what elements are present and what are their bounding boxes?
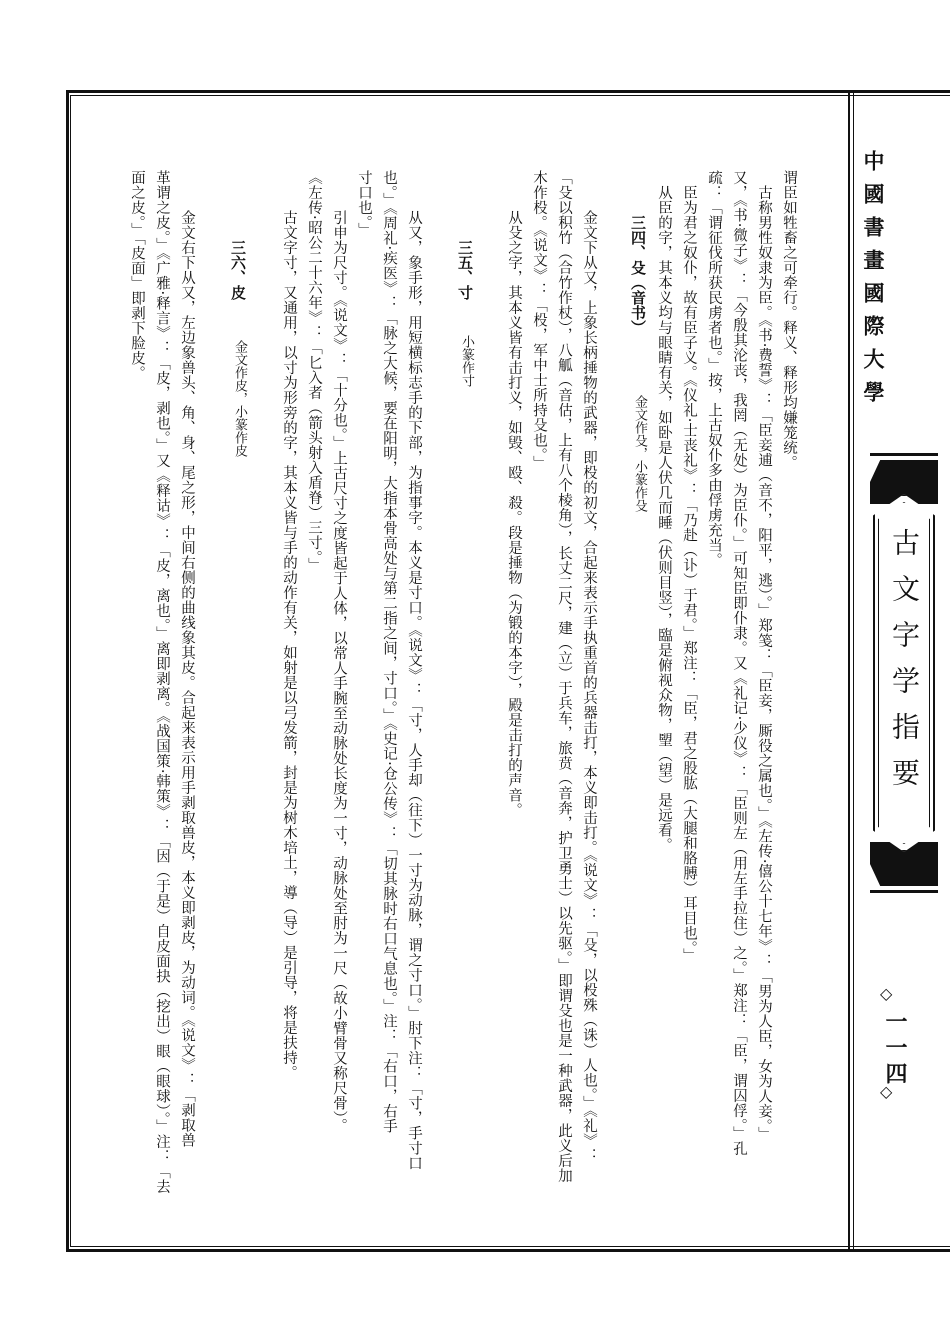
diamond-icon: ◇ bbox=[880, 1082, 893, 1101]
text-column: 疏：「谓征伐所获民虏者也。」按，上古奴仆多由俘虏充当。 bbox=[706, 170, 722, 568]
diamond-icon: ◇ bbox=[880, 984, 893, 1003]
section-heading-34: 三四、殳（音书） bbox=[629, 215, 647, 335]
title-rule-top bbox=[870, 453, 938, 456]
bronze-glyph: 殳 bbox=[632, 434, 647, 447]
caption-text: 金文作 bbox=[632, 395, 647, 434]
text-column: 面之皮。」「皮面」即剥下脸皮。 bbox=[129, 170, 145, 381]
caption-text: ，小篆作 bbox=[232, 392, 247, 444]
book-title: 古文字学指要 bbox=[888, 528, 921, 804]
text-column: 从臣的字，其本义均与眼睛有关，如卧是人伏几而睡（伏则目竖），臨是俯视众物，朢（望）是远看。 bbox=[656, 170, 672, 853]
caption-text: ，小篆作 bbox=[632, 447, 647, 499]
text-column: 古称男性奴隶为臣。《书·费誓》：「臣妾逋（音不，阳平，逃）。」郑笺：「臣妾，厮役之属也。」《左传·僖公十七年》：「男为人臣，女为人妾。」 bbox=[756, 170, 772, 1142]
caption-text: 小篆作 bbox=[459, 335, 474, 374]
text-column: 革谓之皮。」《广雅·释言》：「皮，剥也。」又《释诂》：「皮，离也。」离即剥离。《战国策·韩策》：「因（于是）自皮面抉（挖出）眼（眼球）。」注：「去 bbox=[154, 170, 170, 1195]
text-column: 「殳以积竹（合竹作杖），八觚（音估，上有八个棱角），长丈二尺，建（立）于兵车，旅贲（音奔，护卫勇士）以先驱。」即谓殳也是一种武器，此义后加 bbox=[556, 170, 572, 1184]
text-column: 古文字寸，又通用，以寸为形旁的字，其本义皆与手的动作有关，如射是以弓发箭，封是为树木培土，導（导）是引导，将是扶持。 bbox=[281, 195, 297, 1080]
text-column: 又，《书·微子》：「今殷其沦丧，我罔（无处）为臣仆。」可知臣即仆隶。又《礼记·少仪》：「臣则左（用左手拉住）之。」郑注：「臣，谓囚俘。」孔 bbox=[731, 170, 747, 1157]
text-column: 从又，象手形，用短横标志手的下部，为指事字。本义是寸口。《说文》：「寸，人手却（往下）一寸为动脉，谓之寸口。」肘下注：「寸，手寸口 bbox=[406, 195, 422, 1171]
column-divider-thin bbox=[853, 92, 854, 1250]
text-column: 从殳之字，其本义皆有击打义，如毁、殴、殺。段是捶物（为锻的本字），殿是击打的声音。 bbox=[506, 195, 522, 818]
section-caption-35 bbox=[457, 335, 476, 387]
section-caption-34 bbox=[630, 395, 649, 512]
seal-glyph: 寸 bbox=[459, 374, 474, 387]
caption-text: 金文作 bbox=[232, 340, 247, 379]
page-number: 一一四 bbox=[882, 1010, 908, 1088]
university-name: 中國書畫國際大學 bbox=[861, 150, 886, 414]
text-column: 寸口也。」 bbox=[356, 170, 372, 238]
text-column: 谓臣如牲畜之可牵行。释义、释形均嫌笼统。 bbox=[781, 170, 797, 470]
title-rule-bottom bbox=[870, 890, 938, 893]
text-column: 臣为君之奴仆，故有臣子义。《仪礼·士丧礼》：「乃赴（讣）于君。」郑注：「臣，君之股肱（大腿和胳膊）耳目也。」 bbox=[681, 170, 697, 964]
section-heading-35: 三五、寸 bbox=[456, 240, 474, 300]
bronze-glyph: 皮 bbox=[232, 379, 247, 392]
column-divider bbox=[848, 92, 850, 1250]
seal-glyph: 皮 bbox=[232, 444, 247, 457]
text-column: 木作杸。《说文》：「杸，军中士所持殳也。」 bbox=[531, 170, 547, 471]
seal-glyph: 殳 bbox=[632, 499, 647, 512]
text-column: 《左传·昭公二十六年》：「匕入者（箭头射入盾脊）三寸。」 bbox=[306, 170, 322, 573]
text-column: 也。」《周礼·疾医》：「脉之大候，要在阳明，大指本骨高处与第二指之间，寸口。」《史记·仓公传》：「切其脉时右口气息也。」注：「右口，右手 bbox=[381, 170, 397, 1134]
text-column: 金文右下从又，左边象兽头、角、身、尾之形，中间右侧的曲线象其皮。合起来表示用手剥取兽皮，本义即剥皮，为动词。《说文》：「剥取兽 bbox=[179, 195, 195, 1148]
section-heading-36: 三六、皮 bbox=[229, 240, 247, 300]
section-caption-36 bbox=[230, 340, 249, 457]
text-column: 金文下从又，上象长柄捶物的武器，即杸的初文，合起来表示手执重首的兵器击打，本义即击打。《说文》：「殳，以杸殊（诛）人也。」《礼》： bbox=[581, 195, 597, 1164]
text-column: 引申为尺寸。《说文》：「十分也。」上古尺寸之度皆起于人体，以常人手腕至动脉处长度为一寸，动脉处至肘为一尺（故小臂骨又称尺骨）。 bbox=[331, 195, 347, 1134]
